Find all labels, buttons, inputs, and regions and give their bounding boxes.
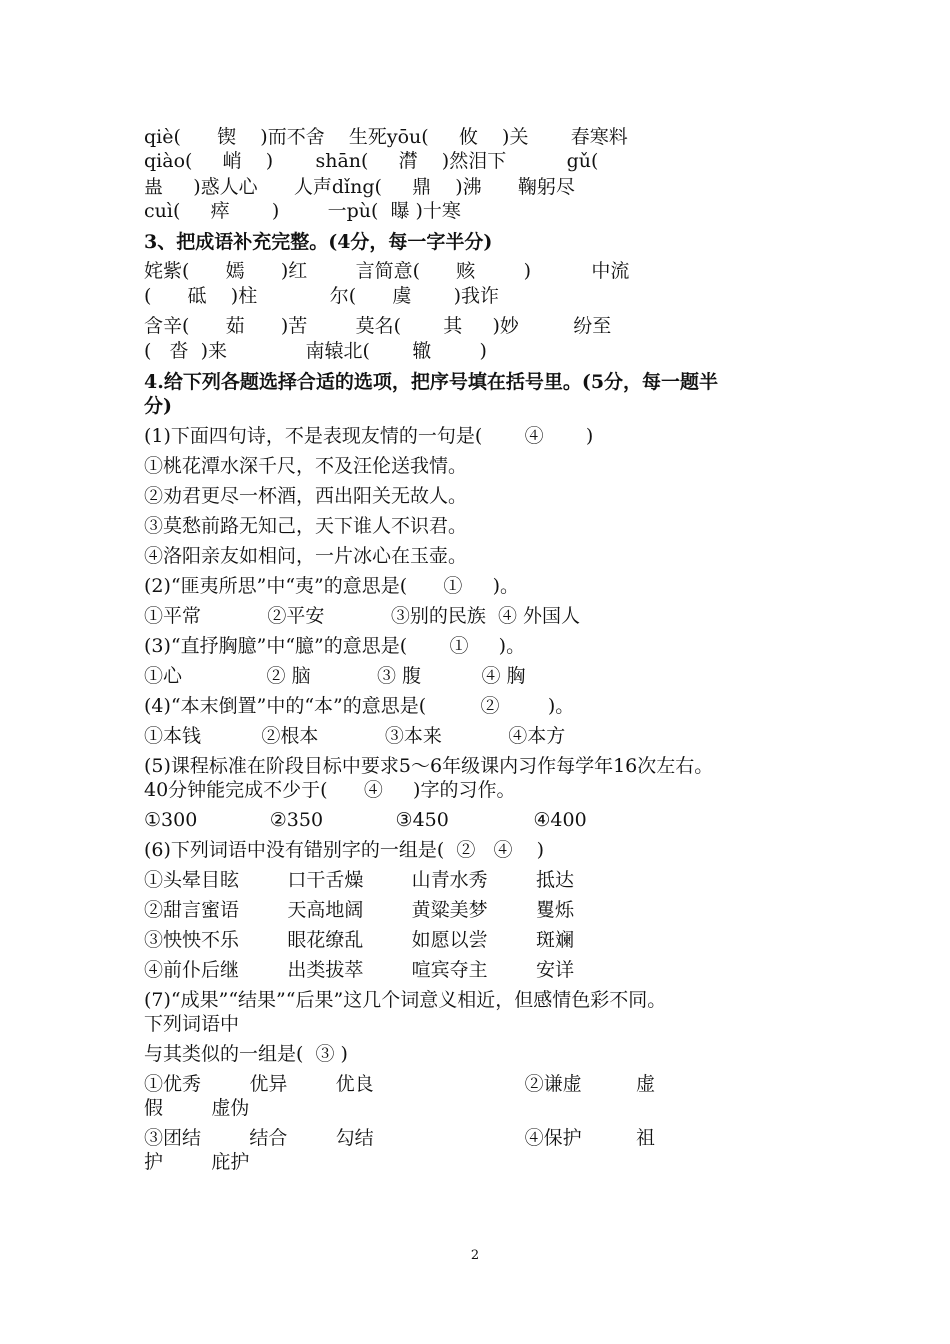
question-2-options: ①平常 ②平安 ③别的民族 ④ 外国人 xyxy=(144,605,580,627)
question-1: (1)下面四句诗，不是表现友情的一句是( ④ ) xyxy=(144,425,594,447)
question-7-options-2: ③团结 结合 勾结 ④保护 祖 xyxy=(144,1127,655,1149)
question-3: (3)“直抒胸臆”中“臆”的意思是( ① )。 xyxy=(144,635,526,657)
question-1-option-4: ④洛阳亲友如相问，一片冰心在玉壶。 xyxy=(144,545,468,567)
question-7-options-1: ①优秀 优异 优良 ②谦虚 虚 xyxy=(144,1073,655,1095)
idiom-line-2: ( 砥 )柱 尔( 虞 )我诈 xyxy=(144,285,500,307)
question-6: (6)下列词语中没有错别字的一组是( ② ④ ) xyxy=(144,839,545,861)
question-7-options-2-cont: 护 庇护 xyxy=(144,1151,250,1173)
question-1-option-1: ①桃花潭水深千尺，不及汪伦送我情。 xyxy=(144,455,468,477)
question-6-option-4: ④前仆后继 出类拔萃 喧宾夺主 安详 xyxy=(144,959,574,981)
question-1-option-2: ②劝君更尽一杯酒，西出阳关无故人。 xyxy=(144,485,468,507)
question-6-option-1: ①头晕目眩 口干舌燥 山青水秀 抵达 xyxy=(144,869,574,891)
section-4-heading-cont: 分) xyxy=(144,395,172,417)
pinyin-line-4: cuì( 瘁 ) 一pù( 曝 )十寒 xyxy=(144,200,461,222)
question-7: (7)“成果”“结果”“后果”这几个词意义相近，但感情色彩不同。 xyxy=(144,989,667,1011)
section-4-heading: 4.给下列各题选择合适的选项，把序号填在括号里。(5分，每一题半 xyxy=(144,371,719,393)
question-6-option-3: ③怏怏不乐 眼花缭乱 如愿以尝 斑斓 xyxy=(144,929,574,951)
question-7-options-1-cont: 假 虚伪 xyxy=(144,1097,250,1119)
question-4: (4)“本末倒置”中的“本”的意思是( ② )。 xyxy=(144,695,575,717)
idiom-line-4: ( 沓 )来 南辕北( 辙 ) xyxy=(144,340,487,362)
question-7-cont-2: 与其类似的一组是( ③ ) xyxy=(144,1043,348,1065)
question-5-cont: 40分钟能完成不少于( ④ )字的习作。 xyxy=(144,779,516,801)
question-6-option-2: ②甜言蜜语 天高地阔 黄粱美梦 矍烁 xyxy=(144,899,574,921)
question-2: (2)“匪夷所思”中“夷”的意思是( ① )。 xyxy=(144,575,520,597)
pinyin-line-3: 蛊 )惑人心 人声dǐng( 鼎 )沸 鞠躬尽 xyxy=(144,176,575,198)
question-3-options: ①心 ② 脑 ③ 腹 ④ 胸 xyxy=(144,665,526,687)
question-5: (5)课程标准在阶段目标中要求5～6年级课内习作每学年16次左右。 xyxy=(144,755,714,777)
idiom-line-3: 含辛( 茹 )苦 莫名( 其 )妙 纷至 xyxy=(144,315,612,337)
idiom-line-1: 姹紫( 嫣 )红 言简意( 赅 ) 中流 xyxy=(144,260,630,282)
question-7-cont: 下列词语中 xyxy=(144,1013,240,1035)
question-1-option-3: ③莫愁前路无知己，天下谁人不识君。 xyxy=(144,515,468,537)
question-5-options: ①300 ②350 ③450 ④400 xyxy=(144,809,587,831)
pinyin-line-1: qiè( 锲 )而不舍 生死yōu( 攸 )关 春寒料 xyxy=(144,126,628,148)
section-3-heading: 3、把成语补充完整。(4分，每一字半分) xyxy=(144,231,493,253)
pinyin-line-2: qiào( 峭 ) shān( 潸 )然泪下 gǔ( xyxy=(144,150,599,172)
question-4-options: ①本钱 ②根本 ③本来 ④本方 xyxy=(144,725,566,747)
page-number: 2 xyxy=(470,1248,480,1263)
